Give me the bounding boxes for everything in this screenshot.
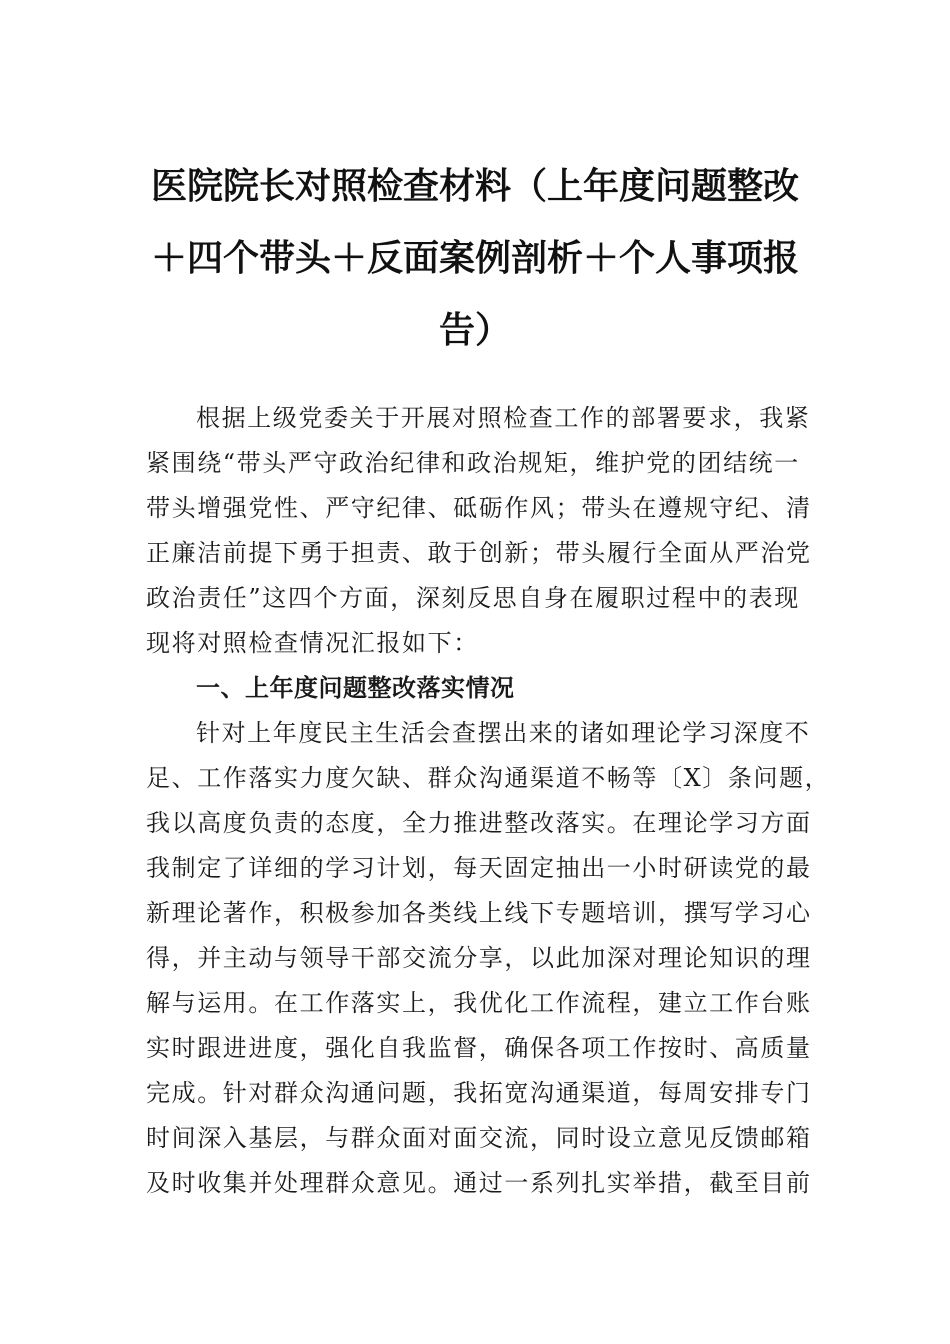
paragraph-line: 解与运用。在工作落实上，我优化工作流程，建立工作台账 bbox=[146, 989, 812, 1017]
paragraph-line: 及时收集并处理群众意见。通过一系列扎实举措，截至目前 bbox=[146, 1169, 812, 1197]
paragraph-line: 时间深入基层，与群众面对面交流，同时设立意见反馈邮箱 bbox=[146, 1124, 812, 1152]
paragraph-line: 足、工作落实力度欠缺、群众沟通渠道不畅等〔X〕条问题， bbox=[146, 764, 831, 792]
paragraph-line: 带头增强党性、严守纪律、砥砺作风；带头在遵规守纪、清 bbox=[146, 494, 812, 522]
paragraph-line: 完成。针对群众沟通问题，我拓宽沟通渠道，每周安排专门 bbox=[146, 1079, 812, 1107]
paragraph-line: 针对上年度民主生活会查摆出来的诸如理论学习深度不 bbox=[196, 719, 811, 747]
paragraph-line: 正廉洁前提下勇于担责、敢于创新；带头履行全面从严治党 bbox=[146, 539, 812, 567]
title-line: 告） bbox=[438, 309, 511, 351]
document-title bbox=[150, 150, 800, 366]
paragraph-line: 现将对照检查情况汇报如下： bbox=[146, 629, 479, 657]
paragraph-line: 根据上级党委关于开展对照检查工作的部署要求，我紧 bbox=[196, 404, 811, 432]
document-body bbox=[146, 396, 831, 1206]
intro-paragraph bbox=[146, 396, 816, 666]
title-line: ＋四个带头＋反面案例剖析＋个人事项报 bbox=[150, 237, 799, 279]
paragraph-line: 得，并主动与领导干部交流分享，以此加深对理论知识的理 bbox=[146, 944, 812, 972]
paragraph-line: 实时跟进进度，强化自我监督，确保各项工作按时、高质量 bbox=[146, 1034, 812, 1062]
paragraph-line: 政治责任”这四个方面，深刻反思自身在履职过程中的表现 bbox=[146, 584, 800, 612]
paragraph-line: 紧围绕“带头严守政治纪律和政治规矩，维护党的团结统一 bbox=[146, 449, 800, 477]
section-1-paragraph bbox=[146, 711, 831, 1206]
paragraph-line: 我以高度负责的态度，全力推进整改落实。在理论学习方面 bbox=[146, 809, 812, 837]
title-line: 医院院长对照检查材料（上年度问题整改 bbox=[150, 165, 799, 207]
paragraph-line: 新理论著作，积极参加各类线上线下专题培训，撰写学习心 bbox=[146, 899, 812, 927]
paragraph-line: 我制定了详细的学习计划，每天固定抽出一小时研读党的最 bbox=[146, 854, 812, 882]
section-heading: 一、上年度问题整改落实情况 bbox=[196, 674, 515, 702]
